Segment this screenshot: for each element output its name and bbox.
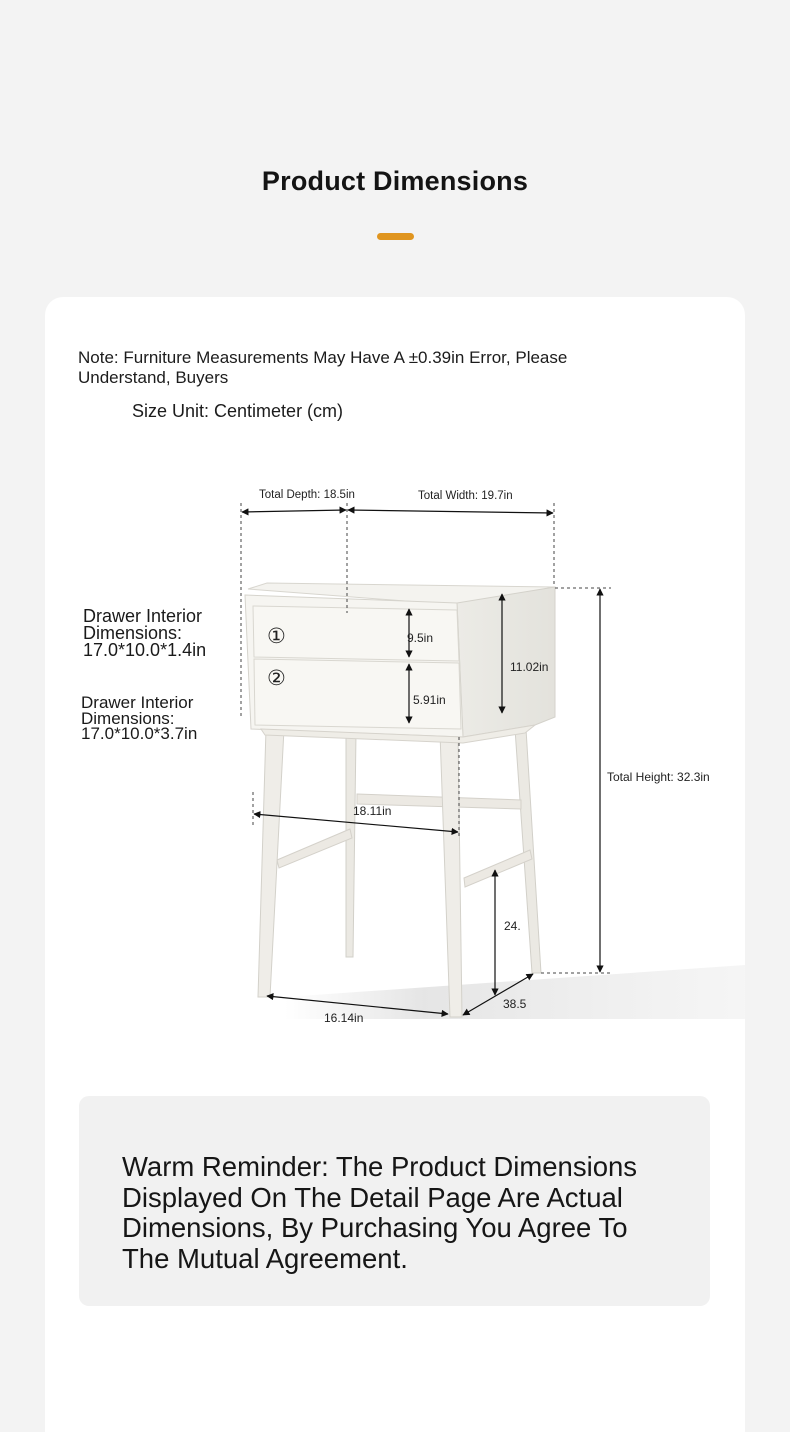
drawer-2-marker: ② [267, 667, 286, 690]
drawer-1-height-label: 9.5in [407, 631, 434, 645]
title-accent-bar [377, 233, 414, 240]
warm-reminder-box [79, 1096, 710, 1306]
leg-height-label: 24. [504, 919, 521, 933]
total-height-label: Total Height: 32.3in [607, 770, 710, 784]
warm-reminder-text: Warm Reminder: The Product Dimensions Displayed On The Detail Page Are Actual Dimensions, By Purchasing You Agree To The Mutual Agreement. [122, 1151, 638, 1274]
dimensions-card [45, 297, 745, 1432]
front-span-label: 16.14in [324, 1011, 364, 1025]
measurement-note: Note: Furniture Measurements May Have A ±0.39in Error, Please Understand, Buyers [78, 348, 568, 387]
cabinet-height-label: 11.02in [510, 660, 549, 674]
drawer-2-height-label: 5.91in [413, 693, 446, 707]
drawer-1-interior-label: Drawer Interior Dimensions: 17.0*10.0*1.4in [83, 606, 207, 660]
side-span-label: 38.5 [503, 997, 527, 1011]
drawer-1-marker: ① [267, 625, 286, 648]
page-title: Product Dimensions [261, 166, 529, 196]
drawer-2-interior-label: Drawer Interior Dimensions: 17.0*10.0*3.7in [81, 693, 198, 743]
nightstand-dimension-diagram [45, 297, 745, 1057]
side-stretcher-right [464, 850, 532, 887]
inner-width-label: 18.11in [353, 804, 392, 818]
total-depth-label: Total Depth: 18.5in [259, 489, 355, 501]
size-unit-label: Size Unit: Centimeter (cm) [132, 401, 344, 421]
back-left-leg [346, 733, 356, 957]
side-stretcher-left [277, 829, 352, 868]
total-width-label: Total Width: 19.7in [418, 490, 513, 502]
